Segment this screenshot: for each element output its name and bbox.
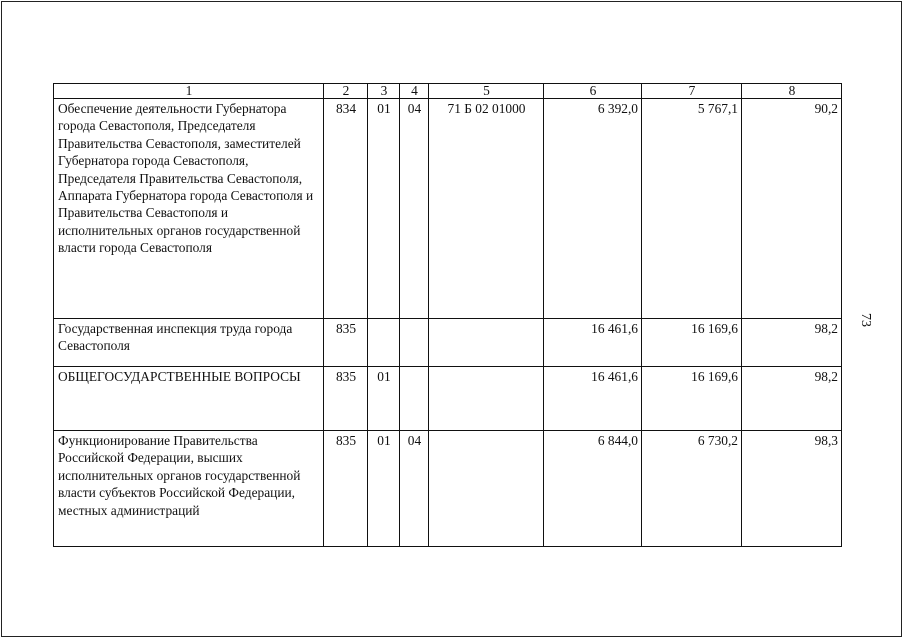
header-cell-6: 6	[544, 84, 642, 99]
table-row	[54, 431, 842, 547]
header-cell-8: 8	[742, 84, 842, 99]
cell-section: 01	[368, 99, 400, 319]
cell-admin-code: 834	[324, 99, 368, 319]
cell-percent: 98,3	[742, 431, 842, 547]
cell-admin-code: 835	[324, 319, 368, 367]
row-name: ОБЩЕГОСУДАРСТВЕННЫЕ ВОПРОСЫ	[54, 367, 324, 431]
table-row	[54, 99, 842, 319]
header-cell-5: 5	[429, 84, 544, 99]
cell-section: 01	[368, 367, 400, 431]
table-header-row	[54, 84, 842, 99]
header-cell-1: 1	[54, 84, 324, 99]
page-number: 73	[858, 313, 873, 327]
cell-target-code	[429, 367, 544, 431]
cell-target-code	[429, 431, 544, 547]
cell-actual: 5 767,1	[642, 99, 742, 319]
cell-planned: 6 392,0	[544, 99, 642, 319]
cell-actual: 6 730,2	[642, 431, 742, 547]
cell-subsection	[400, 319, 429, 367]
cell-admin-code: 835	[324, 431, 368, 547]
cell-actual: 16 169,6	[642, 319, 742, 367]
cell-planned: 6 844,0	[544, 431, 642, 547]
cell-admin-code: 835	[324, 367, 368, 431]
cell-planned: 16 461,6	[544, 367, 642, 431]
cell-target-code	[429, 319, 544, 367]
table-row	[54, 367, 842, 431]
row-name: Государственная инспекция труда города Севастополя	[54, 319, 324, 367]
row-name: Обеспечение деятельности Губернатора города Севастополя, Председателя Правительства Севастополя, заместителей Губернатора города Севастополя, Председателя Правительства Севастополя, Аппарата Губернатора города Севастополя и Правительства Севастополя и исполнительных органов государственной власти города Севастополя	[54, 99, 324, 319]
budget-table	[53, 83, 842, 547]
cell-section	[368, 319, 400, 367]
cell-actual: 16 169,6	[642, 367, 742, 431]
cell-percent: 98,2	[742, 319, 842, 367]
header-cell-7: 7	[642, 84, 742, 99]
table-row	[54, 319, 842, 367]
cell-percent: 98,2	[742, 367, 842, 431]
cell-percent: 90,2	[742, 99, 842, 319]
header-cell-4: 4	[400, 84, 429, 99]
cell-section: 01	[368, 431, 400, 547]
row-name: Функционирование Правительства Российской Федерации, высших исполнительных органов государственной власти субъектов Российской Федерации, местных администраций	[54, 431, 324, 547]
cell-planned: 16 461,6	[544, 319, 642, 367]
header-cell-2: 2	[324, 84, 368, 99]
header-cell-3: 3	[368, 84, 400, 99]
cell-subsection: 04	[400, 99, 429, 319]
cell-target-code: 71 Б 02 01000	[429, 99, 544, 319]
cell-subsection: 04	[400, 431, 429, 547]
cell-subsection	[400, 367, 429, 431]
